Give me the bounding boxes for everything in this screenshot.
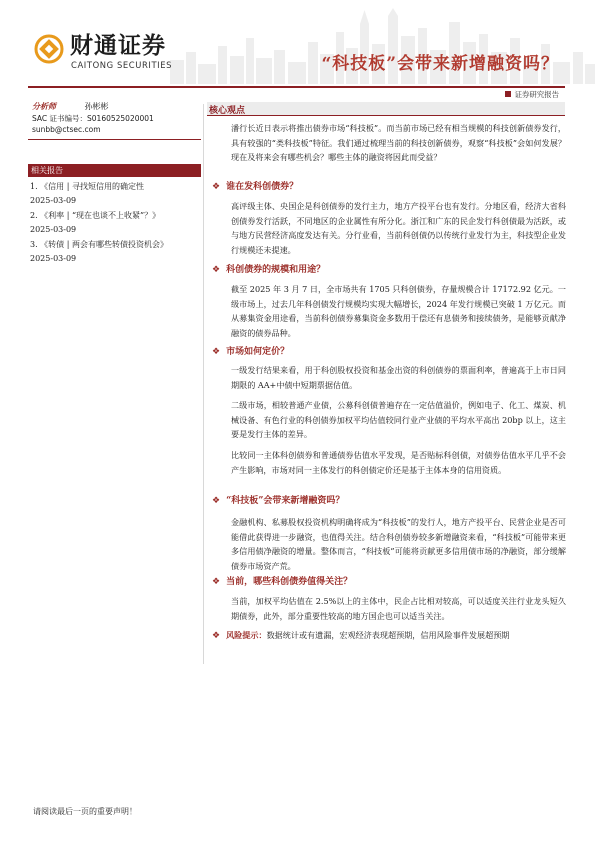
risk-warning xyxy=(212,628,566,644)
section-paragraph: 比较同一主体科创债券和普通债券估值水平发现，是否贴标科创债，对债券估值水平几乎不会产生影响，市场对同一主体发行的科创债定价还是基于主体本身的信用资质。 xyxy=(231,450,566,475)
section-paragraph: 二级市场，相较普通产业债，公募科创债普遍存在一定估值溢价，例如电子、化工、煤炭、机械设备、有色行业的科创债券加权平均估值较同行业产业债的平均水平高出 20bp 以上，这主要是发行主体的差异。 xyxy=(231,400,566,440)
diamond-bullet-icon: ❖ xyxy=(212,182,221,192)
section-paragraph: 一级发行结果来看，用于科创股权投资和基金出资的科创债券的票面利率，普遍高于上市日同期限的 AA+中债中短期票据估值。 xyxy=(231,365,566,390)
related-report-date: 2025-03-09 xyxy=(30,254,77,263)
caitong-logo-icon xyxy=(34,34,64,64)
related-report-title: 3. 《转债 | 两会有哪些转债投资机会》 xyxy=(30,240,168,249)
section-heading-issuers: ❖ 谁在发科创债券？ xyxy=(212,182,299,192)
report-type-label: 证券研究报告 xyxy=(505,89,559,100)
list-item[interactable] xyxy=(30,210,202,235)
list-item[interactable] xyxy=(30,181,202,206)
section-heading-attention: ❖ 当前，哪些科创债券值得关注？ xyxy=(212,577,353,587)
core-intro-paragraph: 潘行长近日表示将推出债券市场“科技板”。而当前市场已经有相当规模的科技创新债券发行，具有较强的“类科技板”特征。我们通过梳理当前的科技创新债券，观察“科技板”会如何发展？现在及将来会有哪些机会？哪些主体的融资将因此而受益？ xyxy=(231,123,566,163)
diamond-bullet-icon: ❖ xyxy=(212,347,221,357)
author-block xyxy=(32,100,200,135)
column-divider xyxy=(203,104,204,664)
related-reports-header xyxy=(28,164,201,177)
report-headline: “科技板”会带来新增融资吗？ xyxy=(321,54,559,74)
section-heading-pricing: ❖ 市场如何定价？ xyxy=(212,347,290,357)
related-reports-title: 相关报告 xyxy=(31,166,63,175)
logo-english-name: CAITONG SECURITIES xyxy=(71,60,173,70)
diamond-bullet-icon: ❖ xyxy=(212,577,221,587)
list-item[interactable] xyxy=(30,239,202,264)
related-report-date: 2025-03-09 xyxy=(30,225,77,234)
footer-disclaimer-note: 请阅读最后一页的重要声明！ xyxy=(33,807,137,816)
related-report-title: 1. 《信用 | 寻找短信用的确定性 xyxy=(30,182,144,191)
related-reports-list xyxy=(30,181,202,264)
related-report-date: 2025-03-09 xyxy=(30,196,77,205)
author-email[interactable]: sunbb@ctsec.com xyxy=(32,125,101,134)
risk-label: 风险提示： xyxy=(226,630,267,640)
author-label: 分析师 xyxy=(32,101,56,111)
author-divider xyxy=(28,139,201,140)
section-heading-financing: ❖ “科技板”会带来新增融资吗？ xyxy=(212,496,345,506)
section-paragraph: 高评级主体、央国企是科创债券的发行主力，地方产投平台也有发行。分地区看，经济大省科创债券发行活跃，不同地区的企业属性有所分化。浙江和广东的民企发行科创债最为活跃，或与地方民营经济高度发达有关。分行业看，当前科创债仍以传统行业发行为主，科技型企业发行规模还未提速。 xyxy=(231,201,566,255)
author-name: 孙彬彬 xyxy=(84,102,109,111)
risk-text: 数据统计或有遗漏，宏观经济表现超预期，信用风险事件发展超预期 xyxy=(266,630,510,640)
section-paragraph: 截至 2025 年 3 月 7 日，全市场共有 1705 只科创债券，存量规模合计 17172.92 亿元。一级市场上，过去几年科创债发行规模均实现大幅增长，2024 年发行规模已突破 1 万亿元。而从募集资金用途看，当前科创债券募集资金多数用于偿还有息债务和接续债务，是能够贡献净融资的债券品种。 xyxy=(231,284,566,338)
diamond-bullet-icon: ❖ xyxy=(212,265,221,275)
section-heading-scale: ❖ 科创债券的规模和用途？ xyxy=(212,265,326,275)
core-viewpoint-title: 核心观点 xyxy=(209,106,246,116)
section-paragraph: 金融机构、私募股权投资机构明确将成为“科技板”的发行人，地方产投平台、民营企业是否可能借此获得进一步融资，也值得关注。结合科创债券较多新增融资来看，“科技板”可能带来更多信用债净融资的增量。整体而言，“科技板”可能将贡献更多信用债市场的净融资，部分缓解债券市场资产荒。 xyxy=(231,517,566,571)
author-certificate: SAC 证书编号：S0160525020001 xyxy=(32,114,154,123)
section-paragraph: 当前，加权平均估值在 2.5%以上的主体中，民企占比相对较高，可以适度关注行业龙头短久期债券，此外，部分重要性较高的地方国企也可以适当关注。 xyxy=(231,596,566,621)
core-viewpoint-bar xyxy=(207,102,565,116)
logo-chinese-name: 财通证券 xyxy=(70,33,166,59)
diamond-bullet-icon: ❖ xyxy=(212,496,221,506)
header-divider xyxy=(28,86,565,88)
diamond-bullet-icon: ❖ xyxy=(212,631,221,641)
related-report-title: 2. 《利率 | “现在也谈不上收紧”？》 xyxy=(30,211,161,220)
